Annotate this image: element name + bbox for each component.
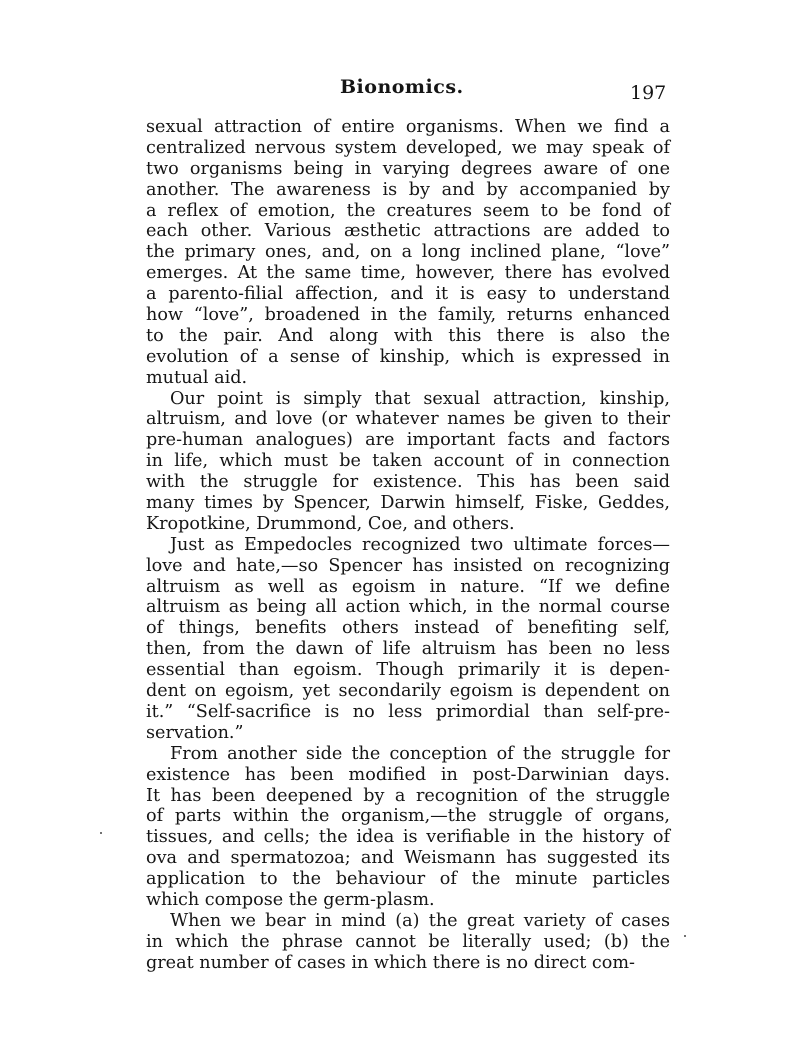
text-line: many times by Spencer, Darwin himself, Fiske, Geddes, (146, 493, 670, 514)
text-line: ova and spermatozoa; and Weismann has suggested its (146, 848, 670, 869)
running-header-title: Bionomics. (340, 76, 464, 98)
text-line: to the pair. And along with this there is also the (146, 325, 670, 346)
text-line: From another side the conception of the struggle for (170, 743, 670, 764)
text-line: with the struggle for existence. This has been said (146, 472, 670, 493)
text-line: love and hate,—so Spencer has insisted on recognizing (146, 555, 670, 576)
text-line: Kropotkine, Drummond, Coe, and others. (146, 513, 515, 534)
paragraph (146, 744, 670, 911)
text-line: sexual attraction of entire organisms. When we find a (146, 117, 670, 137)
text-line: in life, which must be taken account of in connection (146, 451, 670, 472)
text-line: it.” “Self-sacrifice is no less primordial than self-pre- (146, 701, 670, 722)
text-line: pre-human analogues) are important facts and factors (146, 430, 670, 451)
text-line: then, from the dawn of life altruism has been no less (146, 639, 670, 660)
text-line: altruism as well as egoism in nature. “If we define (146, 576, 670, 597)
text-line: the primary ones, and, on a long inclined plane, “love” (146, 242, 670, 263)
text-line: tissues, and cells; the idea is verifiable in the history of (146, 827, 670, 848)
body-text (146, 117, 670, 974)
print-speck (100, 832, 102, 834)
text-line: It has been deepened by a recognition of the struggle (146, 785, 670, 806)
text-line: altruism as being all action which, in the normal course (146, 597, 670, 618)
paragraph (146, 389, 670, 535)
text-line: a reflex of emotion, the creatures seem to be fond of (146, 200, 670, 221)
text-line: a parento-filial affection, and it is easy to understand (146, 284, 670, 305)
paragraph (146, 535, 670, 744)
text-line: Just as Empedocles recognized two ultimate forces— (170, 534, 670, 555)
text-line: another. The awareness is by and by accompanied by (146, 179, 670, 200)
paragraph (146, 911, 670, 974)
text-line: application to the behaviour of the minute particles (146, 869, 670, 890)
text-line: dent on egoism, yet secondarily egoism is dependent on (146, 681, 670, 702)
text-line: two organisms being in varying degrees aware of one (146, 158, 670, 179)
text-line: essential than egoism. Though primarily it is depen- (146, 660, 670, 681)
paragraph (146, 117, 670, 389)
text-line: centralized nervous system developed, we may speak of (146, 137, 670, 158)
text-line: servation.” (146, 722, 244, 743)
text-line: Our point is simply that sexual attraction, kinship, (170, 388, 670, 409)
text-line: mutual aid. (146, 367, 248, 388)
text-line: each other. Various æsthetic attractions are added to (146, 221, 670, 242)
text-line: which compose the germ-plasm. (146, 889, 435, 910)
text-line: When we bear in mind (a) the great variety of cases (170, 910, 670, 931)
text-line: existence has been modified in post-Darwinian days. (146, 764, 670, 785)
text-line: how “love”, broadened in the family, returns enhanced (146, 305, 670, 326)
print-speck (684, 935, 686, 937)
page-number: 197 (630, 82, 667, 104)
text-line: of things, benefits others instead of benefiting self, (146, 618, 670, 639)
text-line: evolution of a sense of kinship, which is expressed in (146, 346, 670, 367)
text-line: in which the phrase cannot be literally used; (b) the (146, 931, 670, 952)
text-line: great number of cases in which there is no direct com- (146, 952, 635, 973)
text-line: emerges. At the same time, however, there has evolved (146, 263, 670, 284)
text-line: of parts within the organism,—the struggle of organs, (146, 806, 670, 827)
text-line: altruism, and love (or whatever names be given to their (146, 409, 670, 430)
